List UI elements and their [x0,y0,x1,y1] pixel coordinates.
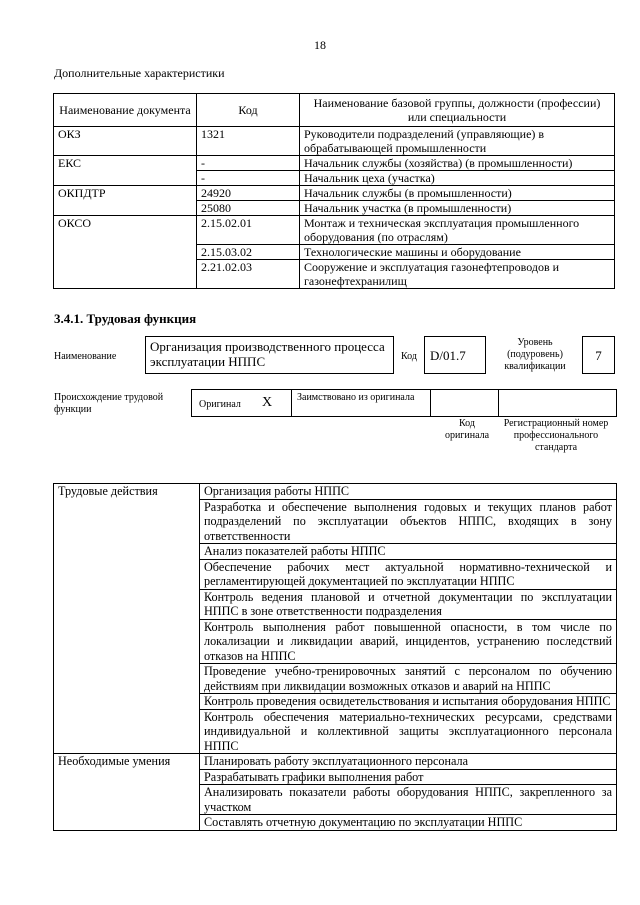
divider [498,390,499,416]
additional-characteristics-table [53,93,615,289]
divider [291,390,292,416]
name-cell: Монтаж и техническая эксплуатация промышленного оборудования (по отраслям) [300,216,615,245]
doc-cell: ЕКС [54,156,197,186]
header-code: Код [197,94,300,127]
doc-cell: ОКСО [54,216,197,289]
name-cell: Начальник службы (хозяйства) (в промышленности) [300,156,615,171]
code-cell: 25080 [197,201,300,216]
qualification-level-value: 7 [582,336,615,374]
code-cell: - [197,156,300,171]
table-row [54,484,617,500]
labor-action-item: Контроль выполнения работ повышенной опасности, в том числе по локализации и ликвидации аварий, инцидентов, устранению последствий отказов на НППС [200,619,617,664]
code-cell: 2.21.02.03 [197,260,300,289]
name-cell: Технологические машины и оборудование [300,245,615,260]
labor-action-item: Организация работы НППС [200,484,617,500]
doc-cell: ОКПДТР [54,186,197,216]
table-row [54,186,615,201]
registration-number-label: Регистрационный номер профессионального стандарта [503,418,609,453]
name-cell: Руководители подразделений (управляющие) в обрабатывающей промышленности [300,127,615,156]
name-cell: Начальник службы (в промышленности) [300,186,615,201]
origin-row [191,389,617,417]
skill-item: Планировать работу эксплуатационного персонала [200,754,617,770]
original-code-label: Код оригинала [444,418,490,441]
labor-function-details-table [53,483,617,831]
required-skills-label: Необходимые умения [54,754,200,831]
code-label: Код [401,351,417,362]
labor-action-item: Контроль проведения освидетельствования и испытания оборудования НППС [200,694,617,710]
doc-cell: ОКЗ [54,127,197,156]
labor-action-item: Разработка и обеспечение выполнения годовых и текущих планов работ подразделений по эксплуатации объектов НППС, входящих в зону ответственности [200,499,617,544]
table-header-row [54,94,615,127]
name-cell: Сооружение и эксплуатация газонефтепроводов и газонефтехранилищ [300,260,615,289]
labor-action-item: Контроль ведения плановой и отчетной документации по эксплуатации НППС в зоне ответственности подразделения [200,589,617,619]
labor-action-item: Обеспечение рабочих мест актуальной нормативно-технической и регламентирующей документацией по эксплуатации НППС [200,559,617,589]
labor-action-item: Анализ показателей работы НППС [200,544,617,560]
code-cell: 24920 [197,186,300,201]
name-cell: Начальник цеха (участка) [300,171,615,186]
function-name-value: Организация производственного процесса эксплуатации НППС [145,336,394,374]
function-code-value: D/01.7 [424,336,486,374]
table-row [54,127,615,156]
table-row [54,216,615,245]
skill-item: Составлять отчетную документацию по эксплуатации НППС [200,815,617,831]
divider [430,390,431,416]
additional-characteristics-title: Дополнительные характеристики [54,66,225,80]
borrowed-label: Заимствовано из оригинала [297,392,415,403]
code-cell: - [197,171,300,186]
labor-action-item: Контроль обеспечения материально-технических ресурсами, средствами индивидуальной и коллективной защиты эксплуатационного персонала НППС [200,709,617,754]
name-label: Наименование [54,351,117,362]
page-number: 18 [314,38,326,52]
skill-item: Анализировать показатели работы оборудования НППС, закрепленного за участком [200,785,617,815]
name-cell: Начальник участка (в промышленности) [300,201,615,216]
origin-label: Происхождение трудовой функции [54,392,164,415]
code-cell: 1321 [197,127,300,156]
code-cell: 2.15.02.01 [197,216,300,245]
table-row [54,156,615,171]
original-label: Оригинал [199,399,241,410]
code-cell: 2.15.03.02 [197,245,300,260]
qualification-level-label: Уровень (подуровень) квалификации [504,337,566,372]
header-document: Наименование документа [54,94,197,127]
table-row [54,754,617,770]
header-group-name: Наименование базовой группы, должности (профессии) или специальности [300,94,615,127]
original-mark: X [262,395,273,410]
skill-item: Разрабатывать графики выполнения работ [200,769,617,785]
labor-actions-label: Трудовые действия [54,484,200,754]
labor-action-item: Проведение учебно-тренировочных занятий с персоналом по обучению действиям при ликвидации возможных отказов и аварий на НППС [200,664,617,694]
section-title: 3.4.1. Трудовая функция [54,311,197,326]
